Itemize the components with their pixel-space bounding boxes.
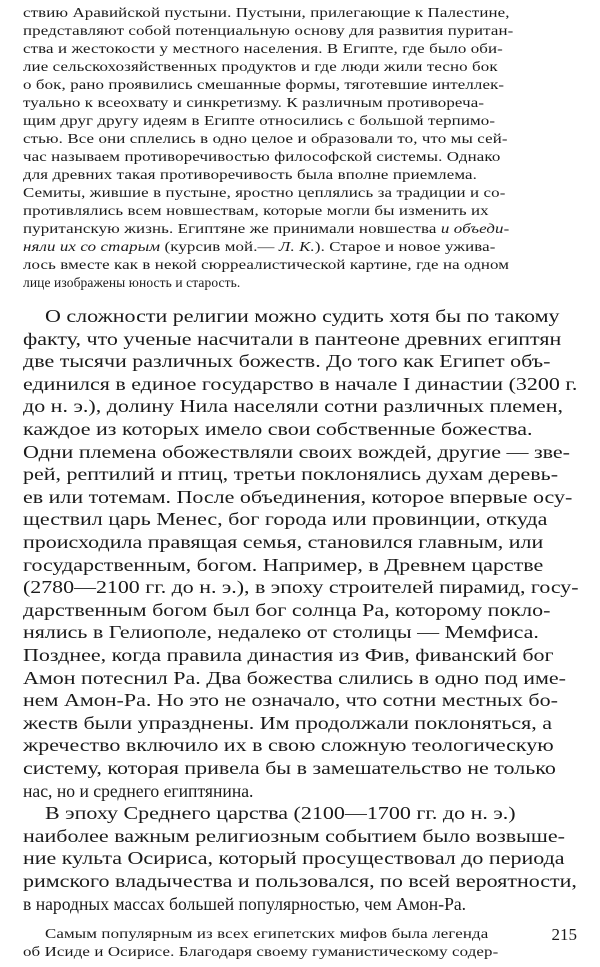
quote-text: ). Старое и новое ужива- bbox=[314, 239, 496, 254]
italic-text: и объеди- bbox=[440, 221, 510, 236]
text-line: римского владычества и пользовался, по всей вероятности, bbox=[23, 871, 577, 891]
quote-line: представляют собой потенциальную основу для развития пуритан- bbox=[23, 23, 514, 38]
quote-text: (курсив мой.— bbox=[160, 239, 279, 254]
quote-line: для древних такая противоречивость была вполне приемлема. bbox=[23, 167, 477, 182]
text-line: нялись в Гелиополе, недалеко от столицы — Мемфиса. bbox=[23, 622, 539, 643]
quote-line bbox=[23, 239, 495, 255]
quote-line: туально к всеохвату и синкретизму. К различным противореча- bbox=[23, 95, 485, 110]
bottom-line: Самым популярным из всех египетских мифов была легенда bbox=[45, 926, 489, 942]
quote-line: Семиты, жившие в пустыне, яростно цеплялись за традиции и со- bbox=[23, 185, 506, 200]
quote-line: лось вместе как в некой сюрреалистической картине, где на одном bbox=[23, 257, 510, 272]
text-line: ние культа Осириса, который просуществовал до периода bbox=[23, 848, 565, 869]
author-initials: Л. К. bbox=[278, 239, 315, 254]
quote-line: стью. Все они сплелись в одно целое и образовали то, что мы сей- bbox=[23, 131, 508, 146]
text-line: нем Амон-Ра. Но это не означало, что сотни местных бо- bbox=[23, 690, 558, 711]
text-line: единился в единое государство в начале I династии (3200 г. bbox=[23, 373, 578, 394]
text-line: ев или тотемам. После объединения, которое впервые осу- bbox=[23, 486, 573, 507]
text-line: факту, что ученые насчитали в пантеоне древних египтян bbox=[23, 328, 562, 349]
text-line: до н. э.), долину Нила населяли сотни различных племен, bbox=[23, 396, 564, 417]
quote-line: щим друг другу идеям в Египте относились с большой терпимо- bbox=[23, 113, 496, 128]
text-line: жеств были упразднены. Им продолжали поклоняться, а bbox=[23, 712, 553, 733]
quote-text: пуританскую жизнь. Египтяне же принимали новшества bbox=[23, 221, 441, 236]
text-line: рей, рептилий и птиц, третьи поклонялись духам деревь- bbox=[23, 464, 559, 485]
quote-line: ства и жестокости у местного населения. В Египте, где было оби- bbox=[23, 41, 503, 56]
bottom-line: об Исиде и Осирисе. Благодаря своему гуманистическому содер- bbox=[23, 944, 499, 960]
quote-line: ствию Аравийской пустыни. Пустыни, прилегающие к Палестине, bbox=[23, 5, 510, 20]
text-line: ществил царь Менес, бог города или провинции, откуда bbox=[23, 509, 548, 530]
quote-line: лие сельскохозяйственных продуктов и где люди жили тесно бок bbox=[23, 59, 498, 74]
quote-line: о бок, рано проявились смешанные формы, тяготевшие интеллек- bbox=[23, 77, 505, 92]
text-line: Одни племена обожествляли своих вождей, другие — зве- bbox=[23, 441, 570, 462]
text-line: нас, но и среднего египтянина. bbox=[23, 780, 254, 801]
text-line: жречество включило их в свою сложную теологическую bbox=[23, 735, 554, 756]
text-line: каждое из которых имело свои собственные божества. bbox=[23, 419, 533, 439]
text-line: В эпоху Среднего царства (2100—1700 гг. до н. э.) bbox=[45, 803, 516, 824]
text-line: О сложности религии можно судить хотя бы по такому bbox=[45, 306, 560, 326]
italic-text: няли их со старым bbox=[23, 239, 161, 254]
text-line: Позднее, когда правила династия из Фив, фиванский бог bbox=[23, 645, 554, 665]
text-line: происходила правящая семья, становился главным, или bbox=[23, 532, 544, 552]
quote-line: лице изображены юность и старость. bbox=[23, 275, 241, 290]
page-number: 215 bbox=[551, 925, 577, 944]
text-line: (2780—2100 гг. до н. э.), в эпоху строителей пирамид, госу- bbox=[23, 577, 579, 598]
text-line: в народных массах большей популярностью, чем Амон-Ра. bbox=[23, 893, 467, 914]
quote-line: противлялись всем новшествам, которые могли бы изменить их bbox=[23, 203, 489, 218]
text-line: дарственным богом был бог солнца Ра, которому покло- bbox=[23, 599, 551, 620]
text-line: две тысячи различных божеств. До того как Египет объ- bbox=[23, 351, 551, 372]
quote-line bbox=[23, 221, 509, 237]
text-line: наиболее важным религиозным событием было возвыше- bbox=[23, 825, 565, 846]
text-line: Амон потеснил Ра. Два божества слились в одно под име- bbox=[23, 667, 566, 688]
quote-line: час называем противоречивостью философской системы. Однако bbox=[23, 149, 501, 164]
text-line: систему, которая привела бы в замешательство не только bbox=[23, 758, 556, 778]
text-line: государственным, богом. Например, в Древнем царстве bbox=[23, 554, 544, 575]
